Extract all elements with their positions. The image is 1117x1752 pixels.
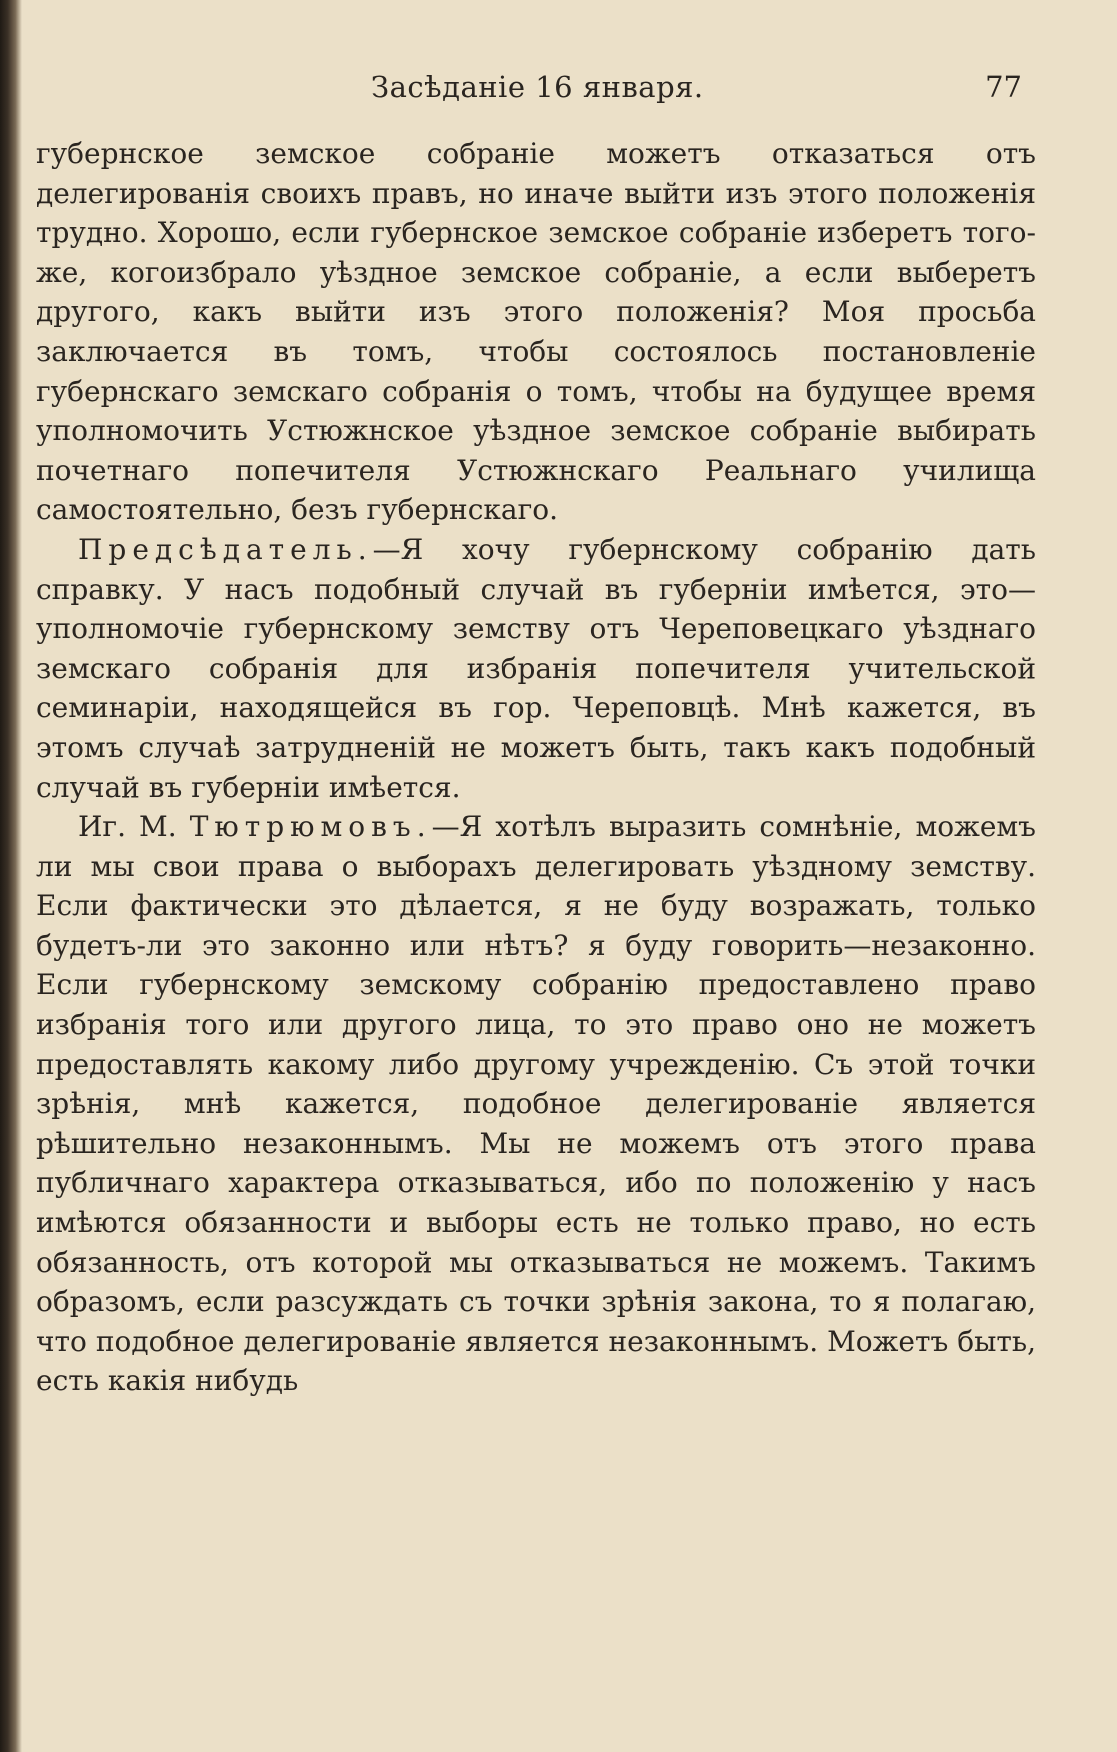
book-page [36, 70, 1036, 1730]
paragraph-text: —Я хотѣлъ выразить сомнѣніе, можемъ ли мы свои права о выборахъ делегировать уѣздному земству. Если фактически это дѣлается, я не буду возражать, только будетъ-ли это законно или нѣтъ? я буду говорить—незаконно. Если губернскому земскому собранію предоставлено право избранія того или другого лица, то это право оно не можетъ предоставлять какому либо другому учрежденію. Съ этой точки зрѣнія, мнѣ кажется, подобное делегированіе является рѣшительно незаконнымъ. Мы не можемъ отъ этого права публичнаго характера отказываться, ибо по положенію у насъ имѣются обязанности и выборы есть не только право, но есть обязанность, отъ которой мы отказываться не можемъ. Такимъ образомъ, если разсуждать съ точки зрѣнія закона, то я полагаю, что подобное делегированіе является незаконнымъ. Можетъ быть, есть какія нибудь [36, 810, 1036, 1398]
page-number: 77 [985, 70, 1022, 104]
running-header [36, 70, 1036, 114]
paragraph-tyutryumov [36, 807, 1036, 1401]
book-binding-edge [0, 0, 22, 1752]
speaker-initials: Иг. М. [78, 810, 190, 844]
paragraph-chairman [36, 530, 1036, 807]
paragraph-text: —Я хочу губернскому собранію дать справку. У насъ подобный случай въ губерніи имѣется, это—уполномочіе губернскому земству отъ Череповецкаго уѣзднаго земскаго собранія для избранія попечителя учительской семинаріи, находящейся въ гор. Череповцѣ. Мнѣ кажется, въ этомъ случаѣ затрудненій не можетъ быть, такъ какъ подобный случай въ губерніи имѣется. [36, 532, 1036, 804]
running-title: Засѣданіе 16 января. [371, 70, 704, 104]
paragraph-continuation [36, 134, 1036, 530]
body-text [36, 134, 1036, 1401]
speaker-name: Предсѣдатель. [78, 532, 373, 566]
paragraph-text: губернское земское собраніе можетъ отказаться отъ делегированія своихъ правъ, но иначе выйти изъ этого положенія трудно. Хорошо, если губернское земское собраніе изберетъ того-же, когоизбрало уѣздное земское собраніе, а если выберетъ другого, какъ выйти изъ этого положенія? Моя просьба заключается въ томъ, чтобы состоялось постановленіе губернскаго земскаго собранія о томъ, чтобы на будущее время уполномочить Устюжнское уѣздное земское собраніе выбирать почетнаго попечителя Устюжнскаго Реальнаго училища самостоятельно, безъ губернскаго. [36, 137, 1036, 527]
speaker-name: Тютрюмовъ. [189, 810, 432, 844]
